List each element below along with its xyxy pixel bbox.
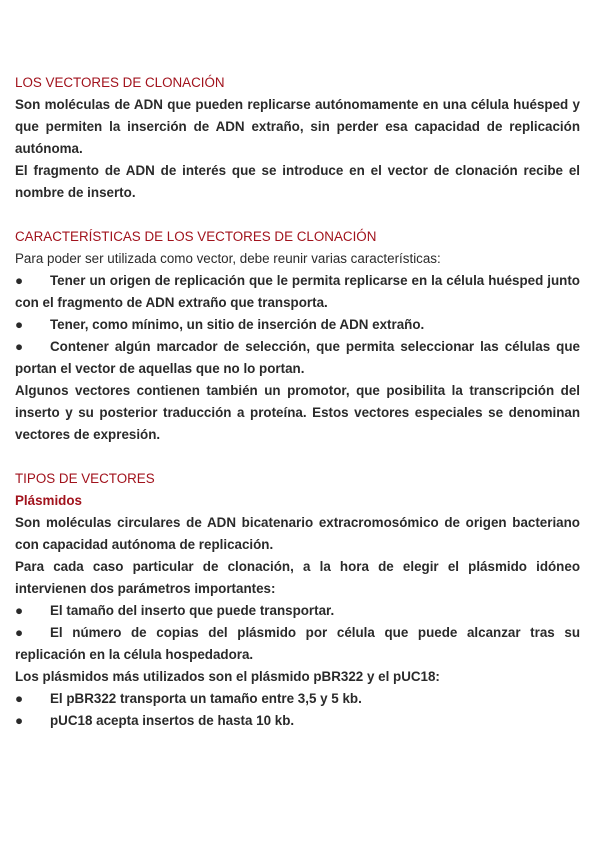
list-item-text: El pBR322 transporta un tamaño entre 3,5 y 5 kb. [50, 691, 362, 706]
paragraph-caracteristicas-intro: Para poder ser utilizada como vector, debe reunir varias características: [15, 251, 441, 266]
spacer [15, 446, 580, 468]
list-item [15, 622, 580, 666]
list-item-text: El tamaño del inserto que puede transportar. [50, 603, 335, 618]
section-title-vectores: LOS VECTORES DE CLONACIÓN [15, 75, 225, 90]
subsection-title-plasmidos: Plásmidos [15, 493, 82, 508]
bullet-icon: ● [15, 317, 24, 332]
paragraph-plasmidos-definition: Son moléculas circulares de ADN bicatenario extracromosómico de origen bacteriano con capacidad autónoma de replicación. [15, 515, 580, 552]
list-item [15, 336, 580, 380]
list-item [15, 710, 580, 732]
list-item-text: Tener, como mínimo, un sitio de inserción de ADN extraño. [50, 317, 425, 332]
spacer [15, 204, 580, 226]
bullet-icon: ● [15, 713, 24, 728]
list-item-text: Contener algún marcador de selección, que permita seleccionar las células que portan el vector de aquellas que no lo portan. [15, 339, 580, 376]
paragraph-plasmidos-utilizados: Los plásmidos más utilizados son el plásmido pBR322 y el pUC18: [15, 669, 440, 684]
list-item-text: El número de copias del plásmido por célula que puede alcanzar tras su replicación en la célula hospedadora. [15, 625, 580, 662]
document-page [15, 72, 580, 732]
list-item [15, 314, 580, 336]
paragraph-inserto: El fragmento de ADN de interés que se introduce en el vector de clonación recibe el nombre de inserto. [15, 163, 580, 200]
list-item [15, 600, 580, 622]
bullet-icon: ● [15, 603, 24, 618]
bullet-icon: ● [15, 625, 24, 640]
bullet-icon: ● [15, 273, 24, 288]
list-item [15, 688, 580, 710]
bullet-icon: ● [15, 339, 24, 354]
paragraph-promotor: Algunos vectores contienen también un promotor, que posibilita la transcripción del inserto y su posterior traducción a proteína. Estos vectores especiales se denominan vectores de expresión. [15, 383, 580, 442]
paragraph-definition: Son moléculas de ADN que pueden replicarse autónomamente en una célula huésped y que permiten la inserción de ADN extraño, sin perder esa capacidad de replicación autónoma. [15, 97, 580, 156]
list-item-text: Tener un origen de replicación que le permita replicarse en la célula huésped junto con el fragmento de ADN extraño que transporta. [15, 273, 580, 310]
section-title-caracteristicas: CARACTERÍSTICAS DE LOS VECTORES DE CLONACIÓN [15, 229, 377, 244]
list-item [15, 270, 580, 314]
section-title-tipos: TIPOS DE VECTORES [15, 471, 155, 486]
list-item-text: pUC18 acepta insertos de hasta 10 kb. [50, 713, 295, 728]
bullet-icon: ● [15, 691, 24, 706]
paragraph-plasmidos-parametros: Para cada caso particular de clonación, a la hora de elegir el plásmido idóneo intervienen dos parámetros importantes: [15, 559, 580, 596]
